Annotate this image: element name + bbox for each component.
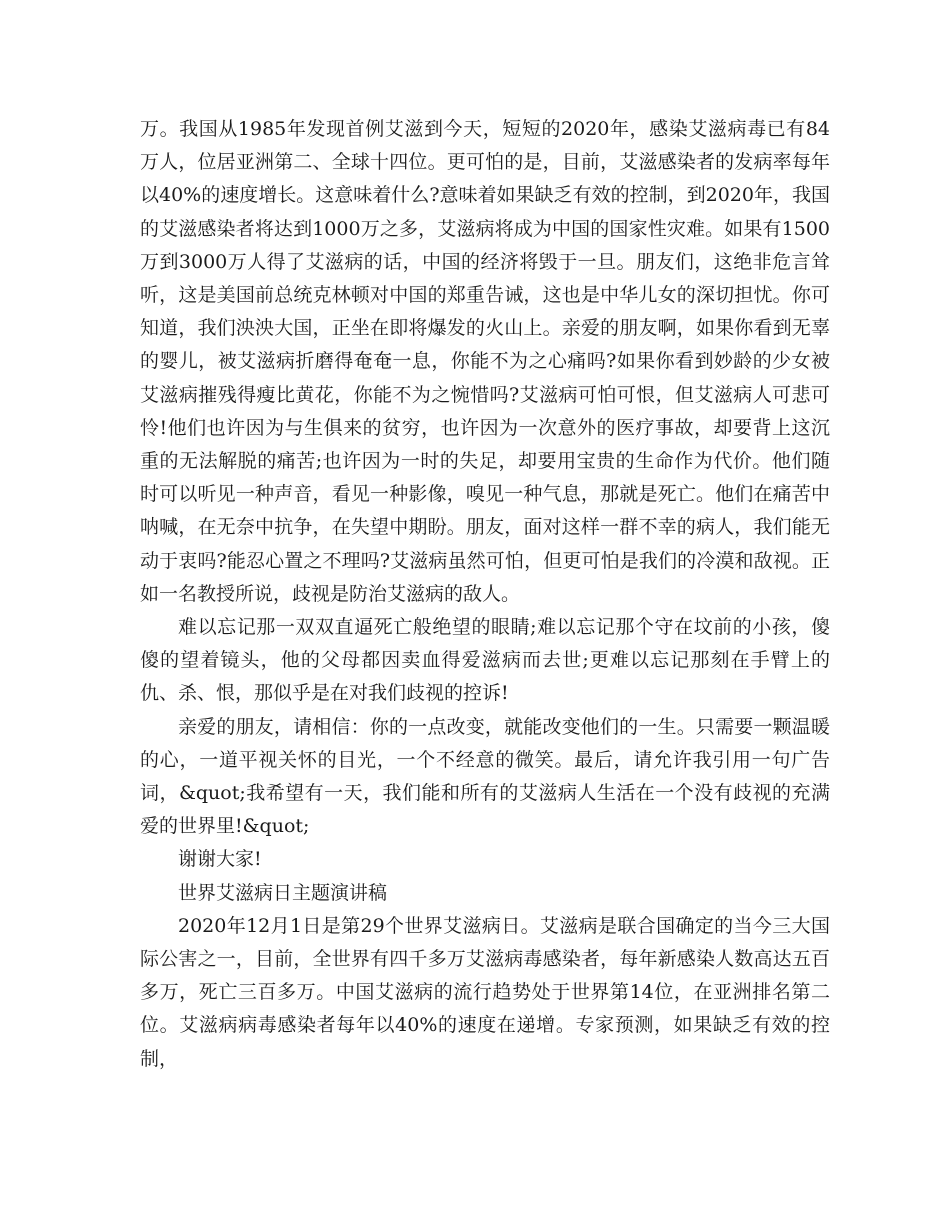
paragraph-world-aids-day: 2020年12月1日是第29个世界艾滋病日。艾滋病是联合国确定的当今三大国际公害之一，目前，全世界有四千多万艾滋病毒感染者，每年新感染人数高达五百多万，死亡三百多万。中国艾滋病的流行趋势处于世界第14位，在亚洲排名第二位。艾滋病病毒感染者每年以40%的速度在递增。专家预测，如果缺乏有效的控制， bbox=[140, 914, 830, 1070]
section-heading: 世界艾滋病日主题演讲稿 bbox=[178, 881, 388, 904]
paragraph-appeal-to-friends: 亲爱的朋友，请相信：你的一点改变，就能改变他们的一生。只需要一颗温暖的心，一道平视关怀的目光，一个不经意的微笑。最后，请允许我引用一句广告词，&quot;我希望有一天，我们能和所有的艾滋病人生活在一个没有歧视的充满爱的世界里!&quot; bbox=[140, 715, 830, 838]
paragraph-unforgettable-eyes: 难以忘记那一双双直逼死亡般绝望的眼睛;难以忘记那个守在坟前的小孩，傻傻的望着镜头，他的父母都因卖血得爱滋病而去世;更难以忘记那刻在手臂上的仇、杀、恨，那似乎是在对我们歧视的控诉! bbox=[140, 616, 830, 705]
paragraph-thanks: 谢谢大家! bbox=[178, 848, 262, 871]
document-body bbox=[140, 113, 830, 1076]
paragraph-aids-statistics: 万。我国从1985年发现首例艾滋到今天，短短的2020年，感染艾滋病毒已有84万人，位居亚洲第二、全球十四位。更可怕的是，目前，艾滋感染者的发病率每年以40%的速度增长。这意味着什么?意味着如果缺乏有效的控制，到2020年，我国的艾滋感染者将达到1000万之多，艾滋病将成为中国的国家性灾难。如果有1500万到3000万人得了艾滋病的话，中国的经济将毁于一旦。朋友们，这绝非危言耸听，这是美国前总统克林顿对中国的郑重告诫，这也是中华儿女的深切担忧。你可知道，我们泱泱大国，正坐在即将爆发的火山上。亲爱的朋友啊，如果你看到无辜的婴儿，被艾滋病折磨得奄奄一息，你能不为之心痛吗?如果你看到妙龄的少女被艾滋病摧残得瘦比黄花，你能不为之惋惜吗?艾滋病可怕可恨，但艾滋病人可悲可怜!他们也许因为与生俱来的贫穷，也许因为一次意外的医疗事故，却要背上这沉重的无法解脱的痛苦;也许因为一时的失足，却要用宝贵的生命作为代价。他们随时可以听见一种声音，看见一种影像，嗅见一种气息，那就是死亡。他们在痛苦中呐喊，在无奈中抗争，在失望中期盼。朋友，面对这样一群不幸的病人，我们能无动于衷吗?能忍心置之不理吗?艾滋病虽然可怕，但更可怕是我们的冷漠和敌视。正如一名教授所说，歧视是防治艾滋病的敌人。 bbox=[140, 118, 830, 605]
